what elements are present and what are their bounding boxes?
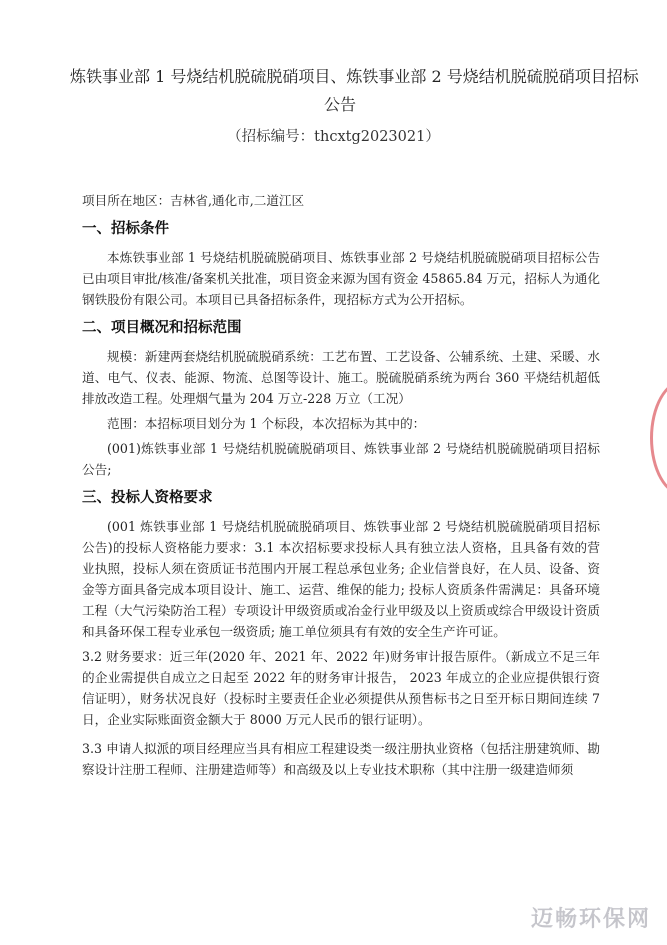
- scope-paragraph: 范围：本招标项目划分为 1 个标段，本次招标为其中的：: [107, 416, 426, 431]
- financial-paragraph: 3.2 财务要求：近三年(2020 年、2021 年、2022 年)财务审计报告原件。（新成立不足三年的企业需提供自成立之日起至 2022 年的财务审计报告， 2023 年成立的企业应提供银行资信证明），财务状况良好（投标时主要责任企业必须提供从预售标书之日至开标日期间连续 7 日，企业实际账面资金额大于 8000 万元人民币的银行证明）。: [82, 649, 600, 727]
- site-watermark: 迈畅环保网: [530, 907, 651, 932]
- manager-paragraph: 3.3 申请人拟派的项目经理应当具有相应工程建设类一级注册执业资格（包括注册建筑师、勘察设计注册工程师、注册建造师等）和高级及以上专业技术职称（其中注册一级建造师须: [82, 741, 600, 777]
- scale-paragraph: 规模：新建两套烧结机脱硫脱硝系统：工艺布置、工艺设备、公辅系统、土建、采暖、水道、电气、仪表、能源、物流、总图等设计、施工。脱硫脱硝系统为两台 360 平烧结机超低排放改造工程。处理烟气量为 204 万立-228 万立（工况）: [82, 349, 600, 406]
- tender-code: （招标编号：thcxtg2023021）: [227, 129, 440, 145]
- document-body: [82, 190, 600, 780]
- lot-paragraph: (001)炼铁事业部 1 号烧结机脱硫脱硝项目、炼铁事业部 2 号烧结机脱硫脱硝项目招标公告;: [82, 441, 600, 477]
- red-seal-stamp: [650, 380, 667, 496]
- section-heading-qualification: 三、投标人资格要求: [82, 489, 213, 506]
- section-heading-overview: 二、项目概况和招标范围: [82, 319, 242, 336]
- title-line-2: 公告: [323, 95, 356, 114]
- title-line-1: 炼铁事业部 1 号烧结机脱硫脱硝项目、炼铁事业部 2 号烧结机脱硫脱硝项目招标: [70, 67, 639, 86]
- section-heading-conditions: 一、招标条件: [82, 220, 169, 237]
- conditions-paragraph: 本炼铁事业部 1 号烧结机脱硫脱硝项目、炼铁事业部 2 号烧结机脱硫脱硝项目招标公告已由项目审批/核准/备案机关批准，项目资金来源为国有资金 45865.84 万元，招标人为通化钢铁股份有限公司。本项目已具备招标条件，现招标方式为公开招标。: [82, 250, 600, 307]
- document-title: [70, 64, 639, 118]
- qualification-paragraph: (001 炼铁事业部 1 号烧结机脱硫脱硝项目、炼铁事业部 2 号烧结机脱硫脱硝项目招标公告)的投标人资格能力要求：3.1 本次招标要求投标人具有独立法人资格，且具备有效的营业执照，投标人须在资质证书范围内开展工程总承包业务; 企业信誉良好，在人员、设备、资金等方面具备完成本项目设计、施工、运营、维保的能力; 投标人资质条件需满足：具备环境工程（大气污染防治工程）专项设计甲级资质或冶金行业甲级及以上资质或综合甲级设计资质和具备环保工程专业承包一级资质; 施工单位须具有有效的安全生产许可证。: [82, 519, 600, 639]
- project-location: 项目所在地区：吉林省,通化市,二道江区: [82, 193, 305, 208]
